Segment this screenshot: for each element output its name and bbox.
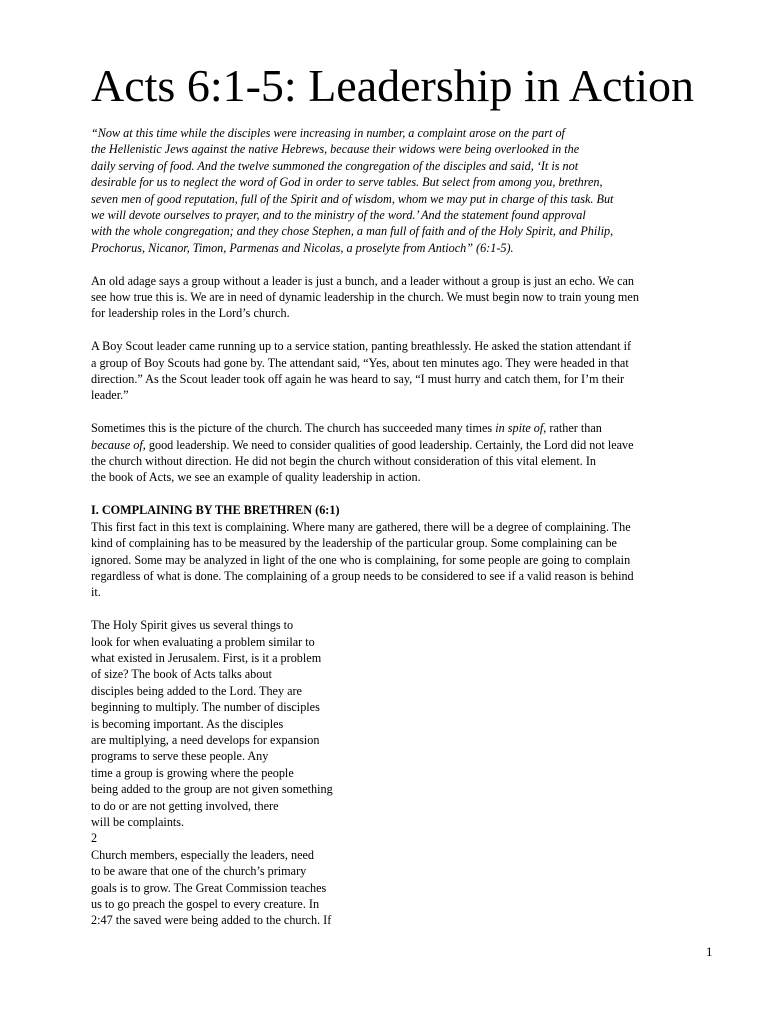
text-line: goals is to grow. The Great Commission teaches (91, 880, 327, 895)
text-line: direction.” As the Scout leader took off again he was heard to say, “I must hurry and catch them, for I’m their (91, 372, 625, 387)
text-line: will be complaints. (91, 814, 185, 829)
text-line: it. (91, 585, 101, 600)
text-line: disciples being added to the Lord. They are (91, 683, 302, 698)
scripture-line: desirable for us to neglect the word of God in order to serve tables. But select from among you, brethren, (91, 175, 603, 190)
scripture-line: “Now at this time while the disciples were increasing in number, a complaint arose on the part of (91, 126, 565, 140)
paragraph-adage (91, 273, 719, 322)
text-line: us to go preach the gospel to every creature. In (91, 897, 320, 912)
text-line: is becoming important. As the disciples (91, 716, 284, 731)
text-line: of size? The book of Acts talks about (91, 667, 272, 682)
paragraph-church-members (91, 847, 719, 929)
text-line: being added to the group are not given something (91, 782, 333, 797)
text-line: Church members, especially the leaders, need (91, 847, 315, 862)
text-run: rather than (546, 421, 602, 436)
italic-phrase: in spite of, (495, 421, 547, 436)
text-line: what existed in Jerusalem. First, is it a problem (91, 650, 322, 665)
scripture-line: daily serving of food. And the twelve summoned the congregation of the disciples and said, ‘It is not (91, 158, 579, 173)
paragraph-holy-spirit (91, 617, 719, 847)
scripture-line: seven men of good reputation, full of the Spirit and of wisdom, whom we may put in charge of this task. But (91, 191, 614, 206)
text-line: the book of Acts, we see an example of quality leadership in action. (91, 470, 421, 485)
text-line: An old adage says a group without a leader is just a bunch, and a leader without a group is just an echo. We can (91, 273, 635, 288)
text-line: a group of Boy Scouts had gone by. The attendant said, “Yes, about ten minutes ago. They were headed in that (91, 355, 629, 370)
stray-footnote-number: 2 (91, 831, 98, 846)
page-title: Acts 6:1-5: Leadership in Action (91, 60, 694, 111)
text-line: A Boy Scout leader came running up to a service station, panting breathlessly. He asked the station attendant if (91, 339, 632, 354)
text-line: see how true this is. We are in need of dynamic leadership in the church. We must begin now to train young men (91, 290, 639, 305)
document-page (91, 58, 719, 929)
text-line: kind of complaining has to be measured by the leadership of the particular group. Some complaining can be (91, 536, 617, 551)
text-line: beginning to multiply. The number of disciples (91, 700, 320, 715)
text-line: programs to serve these people. Any (91, 749, 269, 764)
text-line: 2:47 the saved were being added to the church. If (91, 913, 332, 928)
text-line: time a group is growing where the people (91, 765, 294, 780)
text-line: regardless of what is done. The complaining of a group needs to be considered to see if a valid reason is behind (91, 568, 634, 583)
text-line: for leadership roles in the Lord’s church. (91, 306, 290, 321)
scripture-quote (91, 125, 719, 256)
paragraph-picture-of-church (91, 420, 719, 486)
text-line: to be aware that one of the church’s primary (91, 864, 307, 879)
page-number: 1 (706, 944, 713, 959)
text-line: are multiplying, a need develops for expansion (91, 732, 320, 747)
scripture-line: with the whole congregation; and they chose Stephen, a man full of faith and of the Holy Spirit, and Philip, (91, 224, 614, 239)
text-line: the church without direction. He did not begin the church without consideration of this vital element. In (91, 454, 596, 469)
paragraph-complaining (91, 519, 719, 601)
text-line: look for when evaluating a problem similar to (91, 634, 315, 649)
text-line (91, 437, 719, 453)
text-run: Sometimes this is the picture of the church. The church has succeeded many times (91, 421, 496, 436)
text-line (91, 420, 719, 436)
text-line: This first fact in this text is complaining. Where many are gathered, there will be a degree of complaining. The (91, 519, 631, 534)
text-run: good leadership. We need to consider qualities of good leadership. Certainly, the Lord did not leave (145, 437, 634, 452)
scripture-line: we will devote ourselves to prayer, and to the ministry of the word.’ And the statement found approval (91, 208, 586, 223)
text-line: to do or are not getting involved, there (91, 798, 279, 813)
text-line: The Holy Spirit gives us several things to (91, 618, 294, 633)
scripture-line: Prochorus, Nicanor, Timon, Parmenas and Nicolas, a proselyte from Antioch” (6:1-5). (91, 240, 514, 255)
text-line: ignored. Some may be analyzed in light of the one who is complaining, for some people are going to complain (91, 552, 631, 567)
text-line: leader.” (91, 388, 129, 403)
scripture-line: the Hellenistic Jews against the native Hebrews, because their widows were being overlooked in the (91, 142, 580, 157)
paragraph-boy-scout (91, 338, 719, 404)
section-heading: I. COMPLAINING BY THE BRETHREN (6:1) (91, 503, 340, 518)
italic-phrase: because of, (91, 437, 146, 452)
